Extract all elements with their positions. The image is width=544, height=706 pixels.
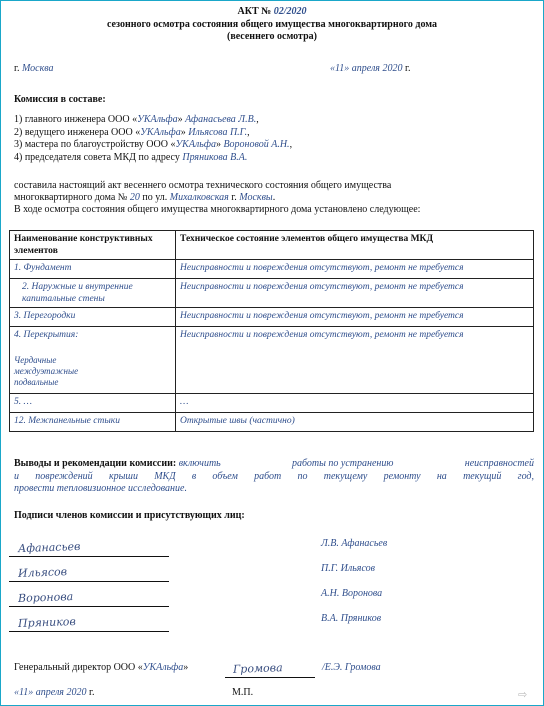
commission-list <box>14 114 292 164</box>
commission-member: 4) председателя совета МКД по адресу Пряникова В.А. <box>14 151 248 163</box>
signature-1: Афанасьев <box>17 539 81 556</box>
conclusions-line-1: Выводы и рекомендации комиссии: включить работы по устранению неисправностей <box>14 458 534 469</box>
signatures-heading: Подписи членов комиссии и присутствующих лиц: <box>14 510 245 521</box>
signature-line <box>9 559 169 582</box>
city: Москва <box>21 63 54 74</box>
director-title: Генеральный директор ООО «УКАльфа» <box>14 662 189 673</box>
row-element: 12. Межпанельные стыки <box>10 413 176 432</box>
row-element-title: 4. Перекрытия: <box>14 330 79 340</box>
commission-member: 1) главного инженера ООО «УКАльфа» Афанасьева Л.В., <box>14 114 259 125</box>
commission-heading: Комиссия в составе: <box>14 94 106 105</box>
act-subtitle: сезонного осмотра состояния общего имущества многоквартирного дома <box>106 19 438 30</box>
row-element-sub: Чердачные междуэтажные подвальные <box>14 355 79 387</box>
act-title <box>0 6 544 17</box>
inspection-table <box>9 230 534 432</box>
act-number: 02/2020 <box>273 6 307 17</box>
director-signature-line <box>225 657 315 678</box>
date-suffix: г. <box>402 63 411 74</box>
intro-line-1: составила настоящий акт весеннего осмотра технического состояния общего имущества <box>14 180 392 191</box>
row-element: 2. Наружные и внутренние капитальные стены <box>10 279 176 308</box>
row-element: 3. Перегородки <box>10 308 176 327</box>
conclusions-line-2: и повреждений крыши МКД в объем работ по текущему ремонту на текущий год, <box>14 470 534 482</box>
date-value: «11» апреля 2020 <box>330 63 403 74</box>
table-row <box>10 308 534 327</box>
city-prefix: г. <box>14 63 22 74</box>
conclusions-label: Выводы и рекомендации комиссии: <box>14 458 177 469</box>
act-date <box>330 63 410 74</box>
row-state: Неисправности и повреждения отсутствуют, ремонт не требуется <box>176 279 534 308</box>
table-row <box>10 279 534 308</box>
city-line <box>14 63 54 74</box>
table-header-state: Техническое состояние элементов общего имущества МКД <box>176 231 534 260</box>
table-row <box>10 327 534 394</box>
signature-2: Ильясов <box>17 565 68 580</box>
signer-name: А.Н. Воронова <box>321 588 383 599</box>
director-date: «11» апреля 2020 г. <box>14 687 95 698</box>
row-element: 5. … <box>10 394 176 413</box>
scroll-corner-icon[interactable]: ⇨ <box>518 688 528 701</box>
commission-member: 2) ведущего инженера ООО «УКАльфа» Ильясова П.Г., <box>14 126 250 138</box>
act-season: (весеннего осмотра) <box>227 31 317 42</box>
signature-line <box>9 609 169 632</box>
table-header-row <box>10 231 534 260</box>
signer-name: П.Г. Ильясов <box>321 563 375 574</box>
signature-4: Пряников <box>17 614 77 631</box>
row-state: Открытые швы (частично) <box>176 413 534 432</box>
table-row <box>10 260 534 279</box>
commission-member: 3) мастера по благоустройству ООО «УКАльфа» Вороновой А.Н., <box>14 139 293 150</box>
intro-line-3: В ходе осмотра состояния общего имущества многоквартирного дома установлено следующее: <box>14 204 421 215</box>
intro-line-2: многоквартирного дома № 20 по ул. Михалковская г. Москвы. <box>14 192 276 203</box>
signer-name: Л.В. Афанасьев <box>321 538 388 549</box>
row-state: … <box>176 394 534 413</box>
table-row <box>10 394 534 413</box>
intro-paragraph <box>14 180 420 216</box>
director-name: /Е.Э. Громова <box>322 662 381 673</box>
row-element <box>10 327 176 394</box>
signature-3: Воронова <box>17 590 74 605</box>
signature-line <box>9 584 169 607</box>
conclusions-line-3: провести тепловизионное исследование. <box>14 483 187 494</box>
row-state: Неисправности и повреждения отсутствуют, ремонт не требуется <box>176 308 534 327</box>
stamp-place: М.П. <box>232 687 254 698</box>
signer-name: В.А. Пряников <box>321 613 382 624</box>
row-element: 1. Фундамент <box>10 260 176 279</box>
director-signature: Громова <box>232 661 283 676</box>
conclusions-block <box>14 458 534 496</box>
table-header-element: Наименование конструктивных элементов <box>10 231 176 260</box>
row-state: Неисправности и повреждения отсутствуют, ремонт не требуется <box>176 260 534 279</box>
table-row <box>10 413 534 432</box>
signature-line <box>9 534 169 557</box>
row-state: Неисправности и повреждения отсутствуют, ремонт не требуется <box>176 327 534 394</box>
act-title-prefix: АКТ № <box>237 6 274 17</box>
